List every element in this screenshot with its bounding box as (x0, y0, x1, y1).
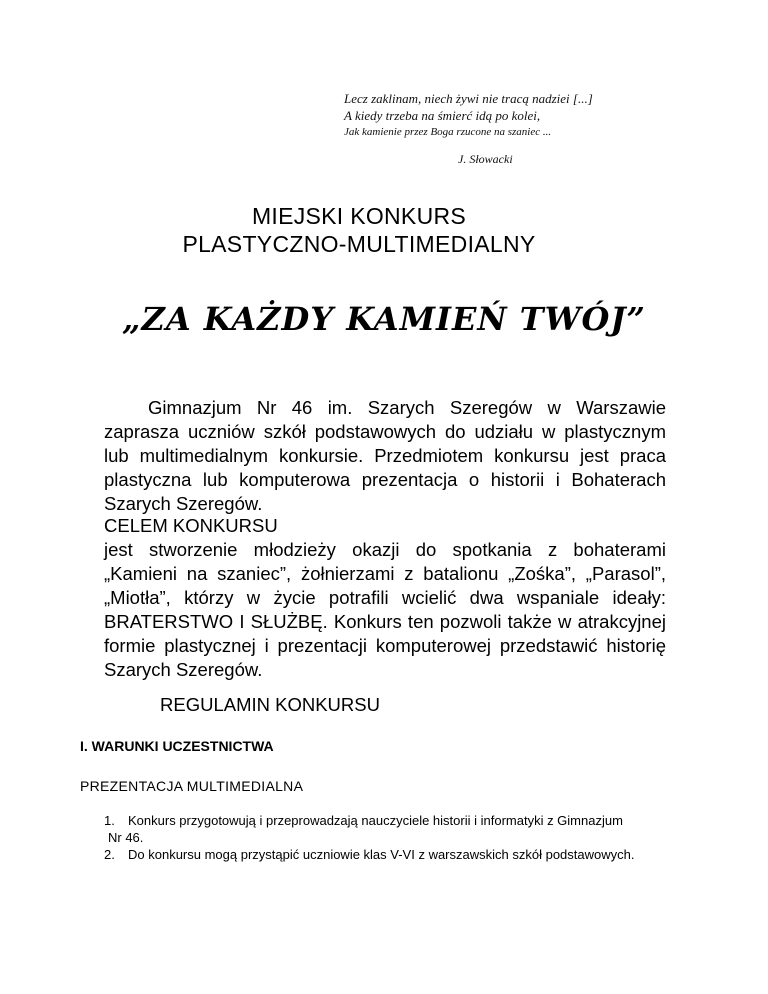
list-item-continuation (104, 829, 664, 846)
list-number: 1. (104, 813, 115, 828)
list-text: Konkurs przygotowują i przeprowadzają nauczyciele historii i informatyki z Gimnazjum (128, 813, 623, 828)
epigraph-line: Jak kamienie przez Boga rzucone na szaniec ... (344, 126, 552, 138)
list-number: 2. (104, 847, 115, 862)
contest-name: „ZA KAŻDY KAMIEŃ TWÓJ” (122, 300, 646, 338)
epigraph-line: A kiedy trzeba na śmierć idą po kolei, (344, 108, 541, 123)
list-text: Do konkursu mogą przystąpić uczniowie klas V-VI z warszawskich szkół podstawowych. (128, 847, 635, 862)
subsection-heading: PREZENTACJA MULTIMEDIALNA (80, 778, 304, 794)
goal-paragraph: jest stworzenie młodzieży okazji do spotkania z bohaterami „Kamieni na szaniec”, żołnierzami z batalionu „Zośka”, „Parasol”, „Miotła”, którzy w życie potrafili wcielić dwa wspaniale ideały: BRATERSTWO I SŁUŻBĘ. Konkurs ten pozwoli także w atrakcyjnej formie plastycznej i prezentacji komputerowej przedstawić historię Szarych Szeregów. (104, 539, 666, 680)
title-line-2: PLASTYCZNO-MULTIMEDIALNY (182, 231, 536, 257)
goal-heading: CELEM KONKURSU (104, 515, 278, 536)
title-line-1: MIEJSKI KONKURS (251, 203, 467, 229)
epigraph-author: J. Słowacki (458, 152, 513, 166)
list-item (104, 812, 664, 829)
section-heading: I. WARUNKI UCZESTNICTWA (80, 738, 274, 754)
intro-paragraph: Gimnazjum Nr 46 im. Szarych Szeregów w Warszawie zaprasza uczniów szkół podstawowych do udziału w plastycznym lub multimedialnym konkursie. Przedmiotem konkursu jest praca plastyczna lub komputerowa prezentacja o historii i Bohaterach Szarych Szeregów. (104, 397, 666, 514)
epigraph (344, 90, 593, 167)
rules-heading: REGULAMIN KONKURSU (160, 694, 380, 715)
list-item (104, 846, 664, 863)
list-text: Nr 46. (108, 830, 144, 845)
rules-list (104, 812, 664, 863)
page-title (0, 202, 718, 258)
epigraph-line: Lecz zaklinam, niech żywi nie tracą nadziei [...] (344, 91, 593, 106)
